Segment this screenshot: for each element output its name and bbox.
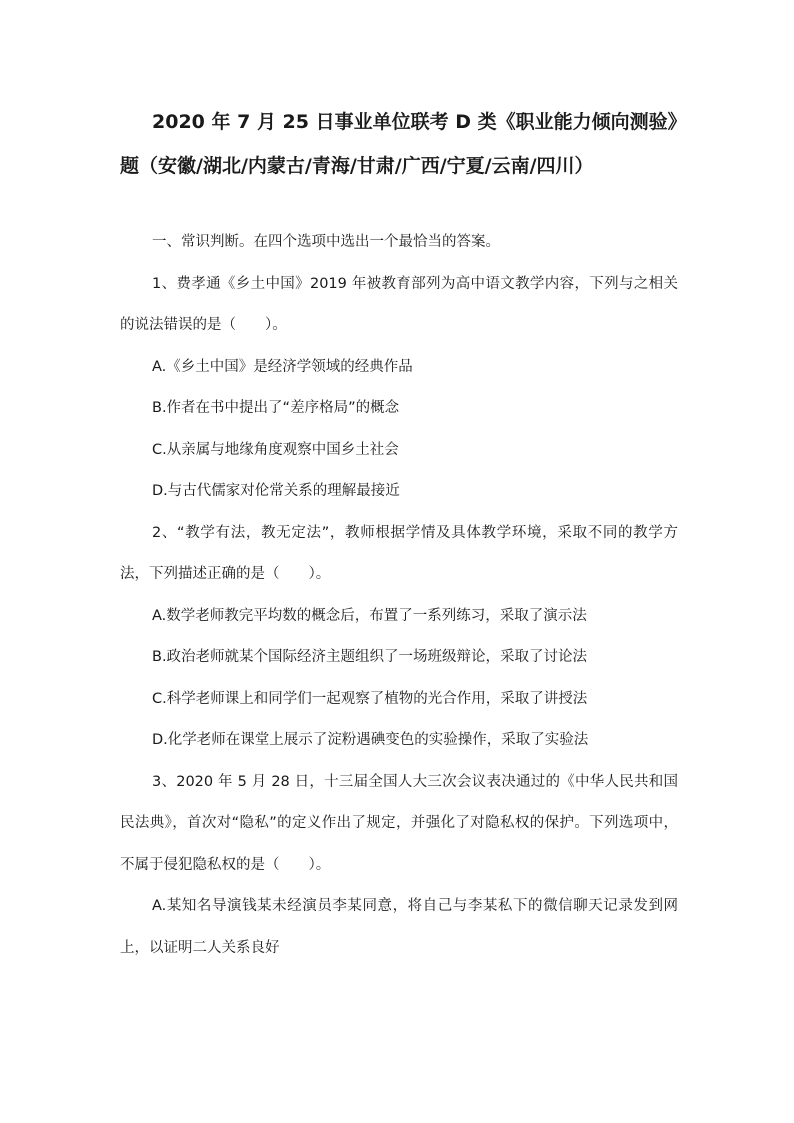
question-1-option-c: C.从亲属与地缘角度观察中国乡土社会	[152, 441, 399, 458]
document-title: 2020 年 7 月 25 日事业单位联考 D 类《职业能力倾向测验》题（安徽/湖北/内蒙古/青海/甘肃/广西/宁夏/云南/四川）	[120, 111, 678, 177]
question-2-option-c: C.科学老师课上和同学们一起观察了植物的光合作用，采取了讲授法	[152, 690, 588, 707]
question-3-stem: 3、2020 年 5 月 28 日，十三届全国人大三次会议表决通过的《中华人民共和国民法典》，首次对“隐私”的定义作出了规定，并强化了对隐私权的保护。下列选项中，不属于侵犯隐私权的是（ ）。	[120, 773, 678, 873]
question-1-stem: 1、费孝通《乡土中国》2019 年被教育部列为高中语文教学内容，下列与之相关的说法错误的是（ ）。	[120, 275, 678, 333]
question-3-option-a: A.某知名导演钱某未经演员李某同意，将自己与李某私下的微信聊天记录发到网上，以证明二人关系良好	[120, 898, 678, 956]
document-body	[120, 222, 678, 969]
question-2-option-a: A.数学老师教完平均数的概念后，布置了一系列练习，采取了演示法	[152, 607, 587, 624]
question-2-option-b: B.政治老师就某个国际经济主题组织了一场班级辩论，采取了讨论法	[152, 649, 588, 665]
question-1-option-b: B.作者在书中提出了“差序格局”的概念	[152, 400, 400, 416]
question-1-option-a: A.《乡土中国》是经济学领域的经典作品	[152, 358, 413, 375]
question-2-stem: 2、“教学有法，教无定法”，教师根据学情及具体教学环境，采取不同的教学方法，下列描述正确的是（ ）。	[120, 524, 678, 582]
question-2-option-d: D.化学老师在课堂上展示了淀粉遇碘变色的实验操作，采取了实验法	[152, 732, 589, 748]
section-heading: 一、常识判断。在四个选项中选出一个最恰当的答案。	[152, 234, 500, 250]
question-1-option-d: D.与古代儒家对伦常关系的理解最接近	[152, 483, 400, 499]
